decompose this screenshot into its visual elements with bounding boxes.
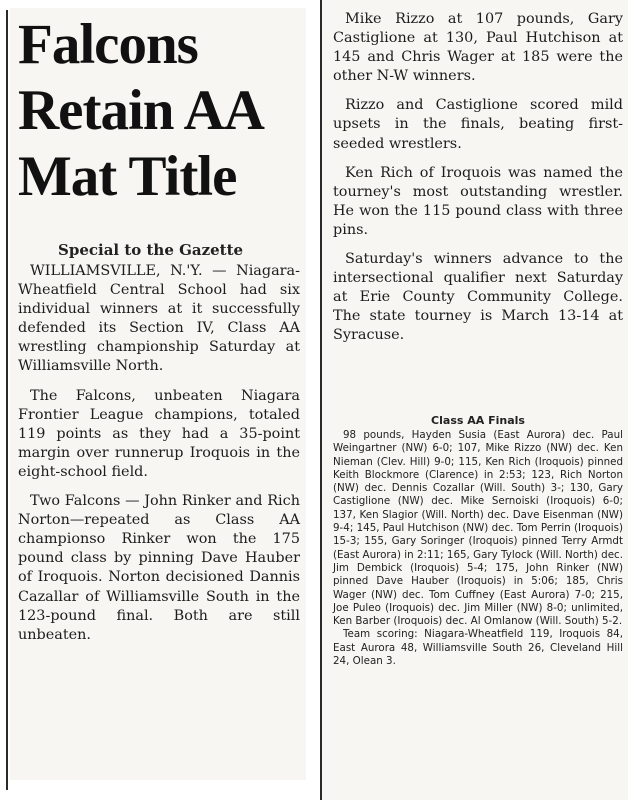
column1-body [18,262,300,645]
paragraph: WILLIAMSVILLE, N.'Y. — Niagara-Wheatfield Central School had six individual winners at it successfully defended its Section IV, Class AA wrestling championship Saturday at Williamsville North. [18,263,300,375]
paragraph: Ken Rich of Iroquois was named the tourney's most outstanding wrestler. He won the 115 pound class with three pins. [333,164,623,238]
results-paragraph: 98 pounds, Hayden Susia (East Aurora) dec. Paul Weingartner (NW) 6-0; 107, Mike Rizzo (NW) dec. Ken Nieman (Clev. Hill) 9-0; 115, Ken Rich (Iroquois) pinned Keith Blockmore (Clarence) in 2:53; 123, Rich Norton (NW) dec. Dennis Cozallar (Will. South) 3-; 130, Gary Castiglione (NW) dec. Mike Sernoiski (Iroquois) 6-0; 137, Ken Slagior (Will. North) dec. Dave Eisenman (NW) 9-4; 145, Paul Hutchison (NW) dec. Tom Perrin (Iroquois) 15-3; 155, Gary Soringer (Iroquois) pinned Terry Armdt (East Aurora) in 2:11; 165, Gary Tylock (Will. North) dec. Jim Dembick (Iroquois) 5-4; 175, John Rinker (NW) pinned Dave Hauber (Iroquois) in 5:06; 185, Chris Wager (NW) dec. Tom Cuffney (East Aurora) 7-0; 215, Joe Puleo (Iroquois) dec. Jim Miller (NW) 8-0; unlimited, Ken Barber (Iroquois) dec. Al Omlanow (Will. South) 5-2. [333,429,623,628]
results-title: Class AA Finals [431,414,525,427]
headline [18,12,303,210]
paragraph: Rizzo and Castiglione scored mild upsets in the finals, beating first-seeded wrestlers. [333,97,623,152]
paragraph: Mike Rizzo at 107 pounds, Gary Castiglione at 130, Paul Hutchison at 145 and Chris Wager at 185 were the other N-W winners. [333,11,623,85]
headline-line-2: Retain AA [18,79,264,142]
column2-body [333,10,623,346]
results-list [333,429,623,668]
column-rule-left [6,10,8,790]
paragraph: Two Falcons — John Rinker and Rich Norton—repeated as Class AA championso Rinker won the 175 pound class by pinning Dave Hauber of Iroquois. Norton decisioned Dannis Cazallar of Williamsville South in the 123-pound final. Both are still unbeaten. [18,493,300,643]
headline-line-1: Falcons [18,13,198,76]
paragraph: Saturday's winners advance to the intersectional qualifier next Saturday at Erie County Community College. The state tourney is March 13-14 at Syracuse. [333,251,623,344]
column-rule-right [320,0,322,800]
paragraph: The Falcons, unbeaten Niagara Frontier League champions, totaled 119 points as they had a 35-point margin over runnerup Iroquois in the eight-school field. [18,387,300,480]
headline-line-3: Mat Title [18,145,237,208]
team-scoring: Team scoring: Niagara-Wheatfield 119, Iroquois 84, East Aurora 48, Williamsville South 26, Cleveland Hill 24, Olean 3. [333,628,623,668]
dateline: Special to the Gazette [58,241,244,259]
